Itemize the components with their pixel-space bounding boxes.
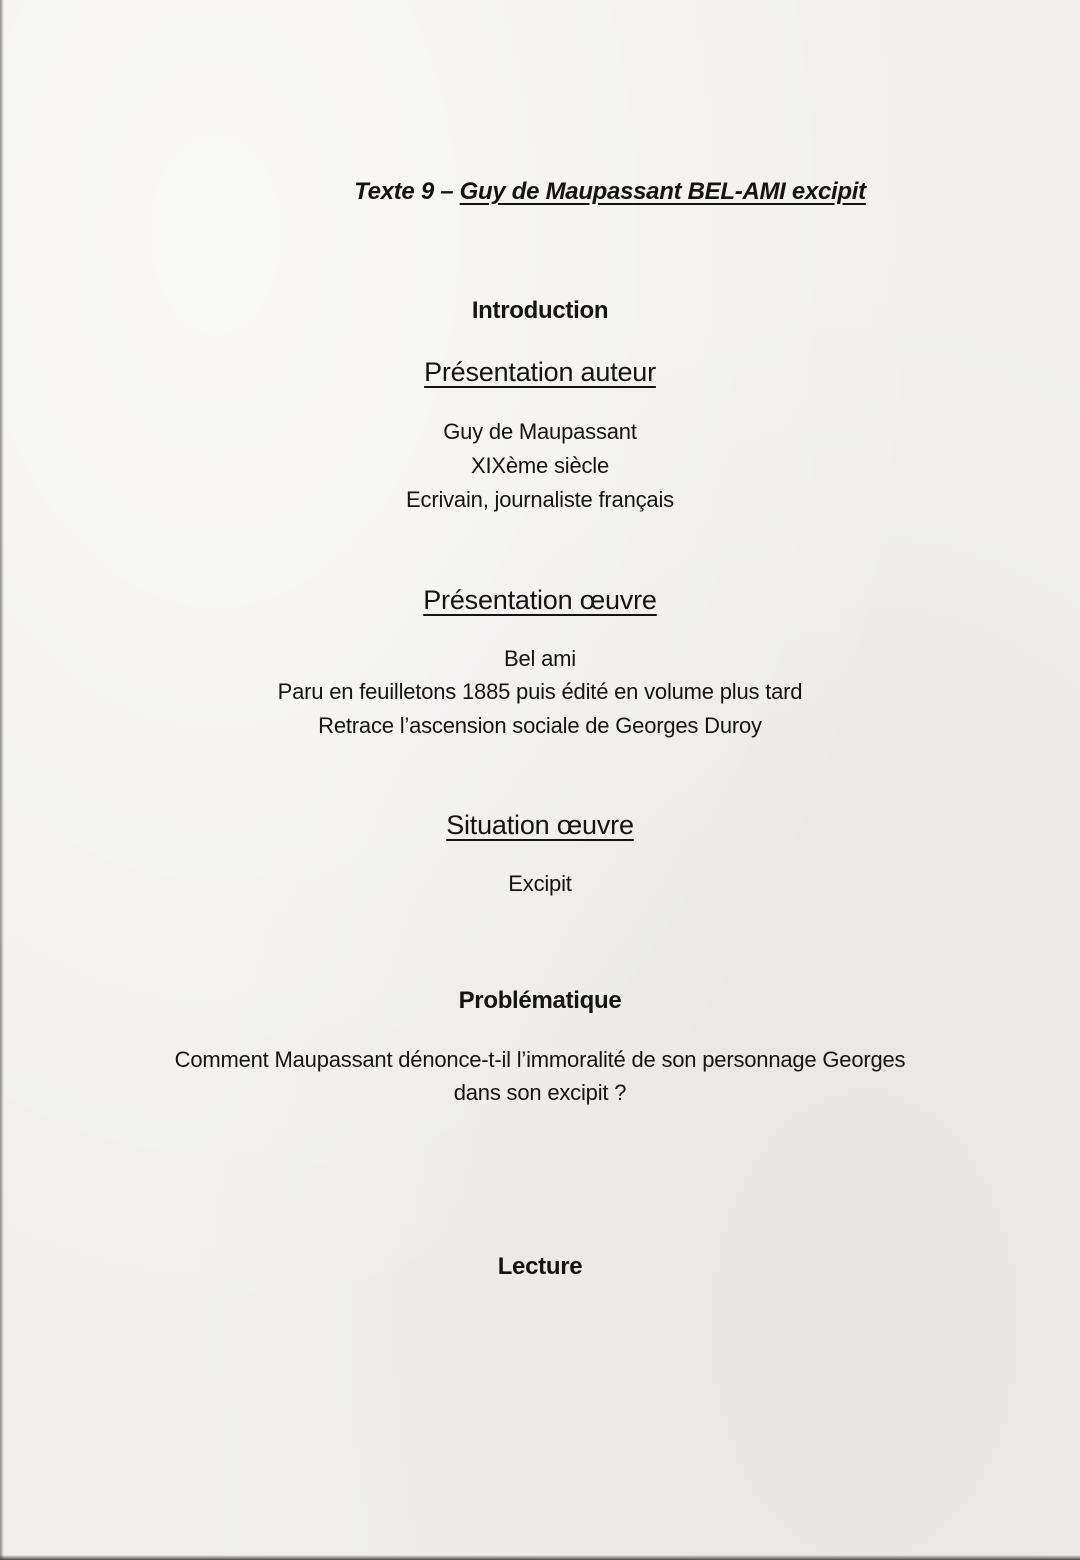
problematique-line: dans son excipit ? (453, 1080, 627, 1105)
title-prefix: Texte 9 – (354, 178, 460, 205)
heading-introduction: Introduction (471, 297, 609, 324)
heading-problematique: Problématique (458, 987, 622, 1014)
oeuvre-line: Retrace l’ascension sociale de Georges Duroy (318, 713, 762, 738)
heading-situation-oeuvre: Situation œuvre (446, 810, 634, 840)
heading-presentation-auteur: Présentation auteur (424, 357, 656, 387)
page-edge-shadow-left (0, 0, 4, 1560)
auteur-line: Guy de Maupassant (443, 419, 637, 444)
auteur-line: XIXème siècle (470, 453, 609, 478)
document-title (70, 180, 1080, 204)
auteur-line: Ecrivain, journaliste français (406, 487, 674, 512)
heading-lecture: Lecture (497, 1253, 583, 1280)
page-edge-shadow-bottom (0, 1555, 1080, 1560)
problematique-line: Comment Maupassant dénonce-t-il l’immoralité de son personnage Georges (174, 1047, 906, 1072)
oeuvre-line: Paru en feuilletons 1885 puis édité en volume plus tard (277, 679, 803, 704)
situation-line: Excipit (508, 871, 572, 896)
title-underlined: Guy de Maupassant BEL-AMI excipit (459, 178, 866, 205)
oeuvre-line: Bel ami (504, 646, 576, 671)
heading-presentation-oeuvre: Présentation œuvre (423, 585, 657, 615)
